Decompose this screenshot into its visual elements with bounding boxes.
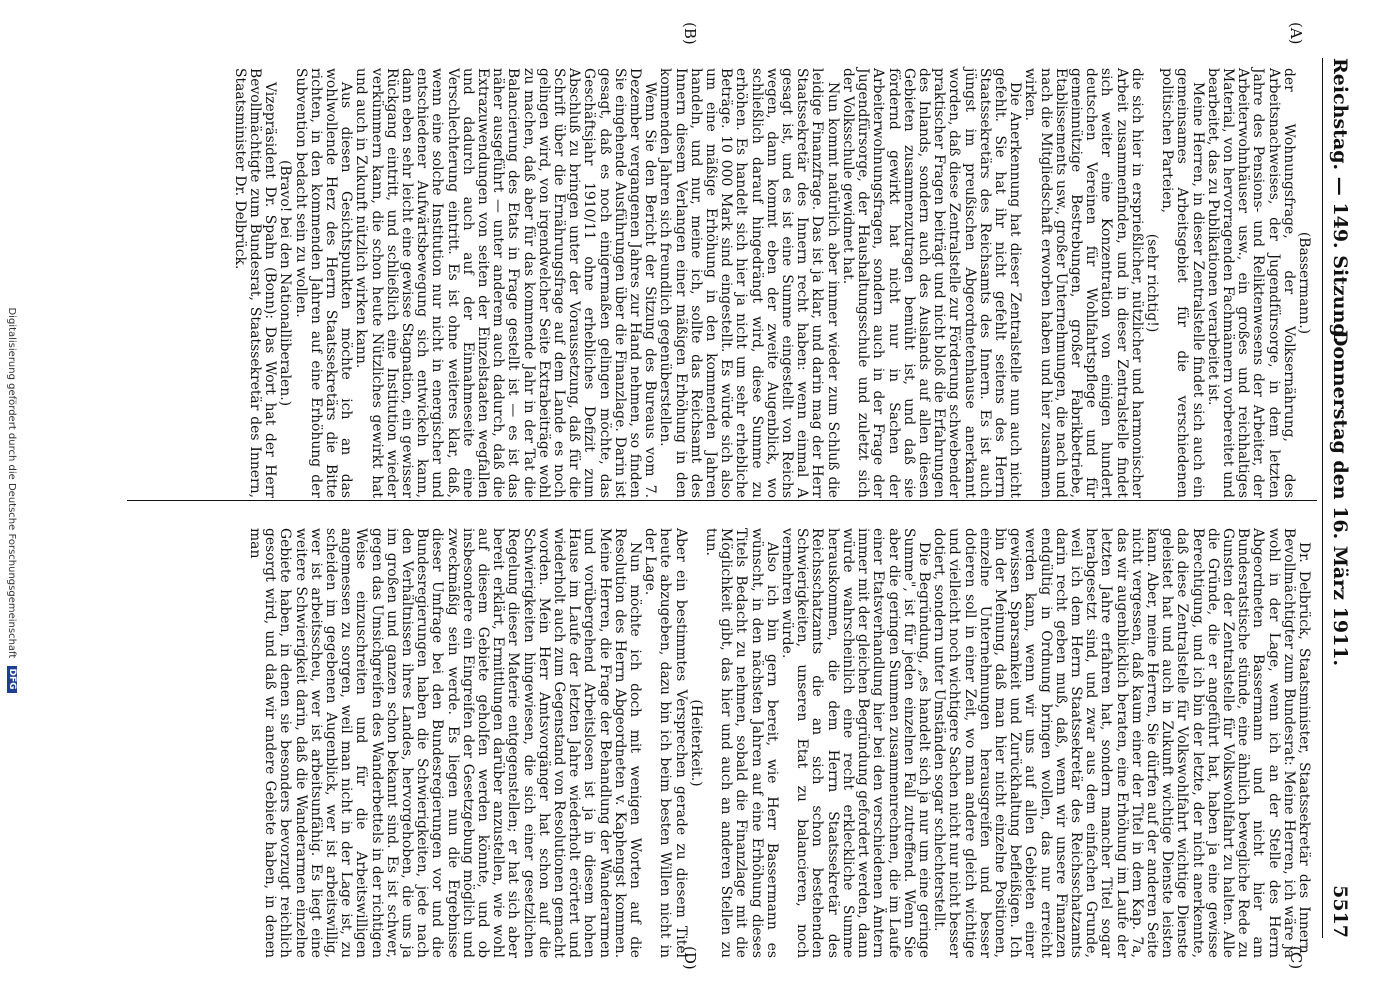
interjection: (Bravo! bei den Nationalliberalen.): [277, 159, 294, 407]
right-text-column: [247, 528, 1311, 958]
speaker-paragraph: Dr. Delbrück, Staatsminister, Staatssekretär des Innern, Bevollmächtigter zum Bundesrat: Meine Herren, ich wäre ja wohl in der Lage, wenn ich an der Stelle des Herrn Abgeordneten Bassermann und nicht hier am Bundesratstische stünde, eine ähnlich bewegliche Rede zu Gunsten der Zentralstelle für Volkswohlfahrt zu halten. Alle die Gründe, die er angeführt hat, haben ja eine gewisse Berechtigung, und ich bin der letzte, der nicht anerkennte, daß diese Zentralstelle für Volkswohlfahrt wichtige Dienste geleistet hat und auch in Zukunft wichtige Dienste leisten kann. Aber, meine Herren, Sie dürfen auf der anderen Seite nicht vergessen, daß kaum einer der Titel in dem Kap. 7a, das wir augenblicklich beraten, eine Erhöhung im Laufe der letzten Jahre erfahren hat, sondern mancher Titel sogar herabgesetzt sind, und zwar aus dem einfachen Grunde, weil ich dem Herrn Staatssekretär des Reichsschatzamts darin recht geben muß, daß, wenn wir unsere Finanzen endgültig in Ordnung bringen wollen, das nur erreicht werden kann, wenn wir uns auf allen Gebieten einer gewissen Sparsamkeit und Zurückhaltung befleißigen. Ich bin der Meinung, daß man hier nicht einzelne Positionen, einzelne Unternehmungen herausgreifen und besser dotieren soll in einer Zeit, wo man andere gleich wichtige und vielleicht noch wichtigere Sachen nicht nur nicht besser dotiert, sondern unter Umständen sogar schlechterstellt.: [931, 528, 1312, 958]
margin-mark-d: (D): [681, 946, 699, 970]
left-text-column: [232, 68, 1311, 498]
paragraph: Meine Herren, in dieser Zentralstelle findet sich auch ein gemeinsames Arbeitsgebiet für die verschiedenen politischen Parteien,: [1159, 68, 1206, 498]
header-page-number: 5517: [1329, 885, 1351, 938]
column-divider: [127, 500, 1317, 501]
margin-mark-c: (C): [1287, 946, 1305, 970]
dfg-logo: DFG: [7, 666, 17, 693]
interjection: (Bassermann.): [1296, 231, 1312, 335]
header-date: Donnerstag den 16. März 1911.: [1329, 329, 1351, 667]
digitization-credit: [6, 0, 17, 1000]
page-header: [1322, 58, 1357, 938]
paragraph: Aber ein bestimmtes Versprechen gerade zu diesem Titel heute abzugeben, dazu bin ich beim besten Willen nicht in der Lage.: [642, 528, 689, 958]
paragraph: Aus diesen Gesichtspunkten möchte ich an das wohlwollende Herz des Herrn Staatssekretärs die Bitte richten, in den kommenden Jahren auf eine Erhöhung der Subvention bedacht sein zu wollen.: [292, 68, 355, 498]
paragraph: Die Begründung, „es handelt sich ja nur um eine geringe Summe", ist für jeden einzelnen Fall zutreffend. Wenn Sie aber die geringen Summen zusammenrechnen, die im Laufe einer Etatsverhandlung hier bei den verschiedenen Ämtern immer mit der gleichen Begründung gefordert werden, dann würde wahrscheinlich eine recht erkleckliche Summe herauskommen, die dem Herrn Staatssekretär des Reichsschatzamts die an sich schon bestehenden Schwierigkeiten, unseren Etat zu balancieren, noch vermehren würde.: [779, 528, 932, 958]
speaker-paragraph: Vizepräsident Dr. Spahn (Bonn): Das Wort hat der Herr Bevollmächtigte zum Bundesrat, Staatssekretär des Innern, Staatsminister Dr. Delbrück.: [231, 68, 279, 498]
paragraph: die sich hier in ersprießlicher, nützlicher und harmonischer Arbeit zusammenfinden, und in dieser Zentralstelle findet sich weiter eine Konzentration von einigen hundert deutschen Vereinen für Wohlfahrtspflege und für gemeinnützige Bestrebungen, großer Fabrikbetriebe, Etablissements usw., großer Unternehmungen, die nach und nach die Mitgliedschaft erworben haben und hier zusammen wirken.: [1022, 68, 1145, 498]
paragraph: Nun möchte ich doch mit wenigen Worten auf die Resolution des Herrn Abgeordneten v. Kaphengst kommen. Meine Herren, die Frage der Behandlung der Wanderarmen und vorübergehend Arbeitslosen ist ja in diesem hohen Hause im Laufe der letzten Jahre wiederholt erörtert und wiederholt auch zum Gegenstand von Resolutionen gemacht worden. Mein Herr Amtsvorgänger hat schon auf die Schwierigkeiten hingewiesen, die sich einer gesetzlichen Regelung dieser Materie entgegenstellen; er hat sich aber bereit erklärt, Ermittlungen darüber anzustellen, wie wohl auf diesem Gebiete geholfen werden könnte, und ob insbesondere ein Eingreifen der Gesetzgebung möglich und zweckmäßig sein werde. Es liegen nun die Ergebnisse dieser Umfrage bei den Bundesregierungen vor und die Bundesregierungen haben die Schwierigkeiten, jede nach den Verhältnissen ihres Landes, hervorgehoben, die uns ja im großen und ganzen schon bekannt sind. Es ist schwer, gegen das Umsichgreifen des Wanderbettels in der richtigen Weise einzuschreiten und für die Arbeitswilligen angemessen zu sorgen, weil man nicht in der Lage ist, zu scheiden im gegebenen Augenblick, wer ist arbeitswillig, wer ist arbeitsscheu, wer ist arbeitsunfähig. Es liegt eine weitere Schwierigkeit darin, daß die Wanderarmen einzelne Gebiete haben, in denen sie besonders bevorzugt reichlich gesorgt wird, und daß wir andere Gebiete haben, in denen man: [246, 528, 644, 958]
interjection: (Heiterkeit.): [687, 699, 704, 787]
margin-mark-a: (A): [1287, 22, 1305, 45]
paragraph: Nun kommt natürlich aber immer wieder zum Schluß die leidige Finanzfrage. Das ist ja klar, und darin mag der Herr Staatssekretär des Innern recht haben: wenn einmal A gesagt ist, und es ist eine Summe eingestellt von Reichs wegen, dann kommt eben der zweite Augenblick, wo schließlich darauf hingedrängt wird, diese Summe zu erhöhen. Es handelt sich hier ja nicht um sehr erhebliche Beträge. 10 000 Mark sind eingestellt. Es würde sich also um eine mäßige Erhöhung in den kommenden Jahren handeln, und nur, meine ich, sollte das Reichsamt des Innern diesem Verlangen einer mäßigen Erhöhung in den kommenden Jahren sich freundlich gegenüberstellen.: [657, 68, 841, 498]
interjection: (sehr richtig!): [1143, 233, 1160, 333]
paragraph: Die Anerkennung hat dieser Zentralstelle nun auch nicht gefehlt. Sie hat ihr nicht gefehlt seitens des Herrn Staatssekretärs des Reichsamts des Innern. Es ist auch jüngst im preußischen Abgeordnetenhause anerkannt worden, daß diese Zentralstelle zur Förderung schwebender praktischer Fragen beiträgt und nicht bloß die Erfahrungen des Inlands, sondern auch des Auslands auf allen diesen Gebieten zusammenzutragen bemüht ist, und daß sie fördernd gewirkt hat nicht nur in Sachen der Arbeiterwohnungsfragen, sondern auch in der Frage der Jugendfürsorge, der Haushaltungsschule und zuletzt sich der Volksschule gewidmet hat.: [839, 68, 1024, 498]
margin-mark-b: (B): [681, 22, 699, 45]
paragraph: Wenn Sie den Bericht der Sitzung des Bureaus vom 7. Dezember vergangenen Jahres zur Hand nehmen, so finden Sie eingehende Ausführungen über die Finanzlage. Darin ist gesagt, daß es noch einigermaßen gelingen möchte, das Geschäftsjahr 1910/11 ohne erhebliches Defizit zum Abschluß zu bringen unter der Voraussetzung, daß für die Schrift über die Ernährungsfrage auf dem Lande es noch gelingen wird, von irgendwelcher Seite Extrabeiträge wohl zu machen, daß aber für das kommende Jahr in der Tat die Balancierung des Etats in Frage gestellt ist — es ist das näher ausgeführt — unter anderem auch dadurch, daß die Extrazuwendungen von seiten der Einzelstaaten wegfallen und dadurch auch auf der Einnahmeseite eine Verschlechterung eintritt. Es ist ohne weiteres klar, daß, wenn eine solche Institution nur nicht in energischer und entschiedener Aufwärtsbewegung sich entwickeln kann, dann eben sehr leicht eine gewisse Stagnation, ein gewisser Rückgang eintritt, und schließlich eine Institution wieder verkümmern kann, die schon heute Nützliches gewirkt hat und auch in Zukunft nützlich wirken kann.: [353, 68, 659, 498]
paragraph: Also ich bin gern bereit, wie Herr Bassermann es wünscht, in den nächsten Jahren auf eine Erhöhung dieses Titels Bedacht zu nehmen, sobald die Finanzlage mit die Möglichkeit gibt, das hier und auch an anderen Stellen zu tun.: [703, 528, 780, 958]
digitization-credit-text: Digitalisierung gefördert durch die Deutsche Forschungsgemeinschaft: [6, 307, 17, 659]
paragraph: der Wohnungsfrage, der Volksernährung, des Arbeitsnachweises, der Jugendfürsorge, in dem letzten Jahre des Pensions- und Reliktenwesens der Arbeiter, der Arbeiterwohnhäuser usw., ein großes und reichhaltiges Material, von hervorragenden Fachmännern vorbereitet und bearbeitet, das zu Publikationen verarbeitet ist.: [1204, 68, 1297, 498]
header-session: Reichstag. — 149. Sitzung.: [1329, 58, 1351, 344]
